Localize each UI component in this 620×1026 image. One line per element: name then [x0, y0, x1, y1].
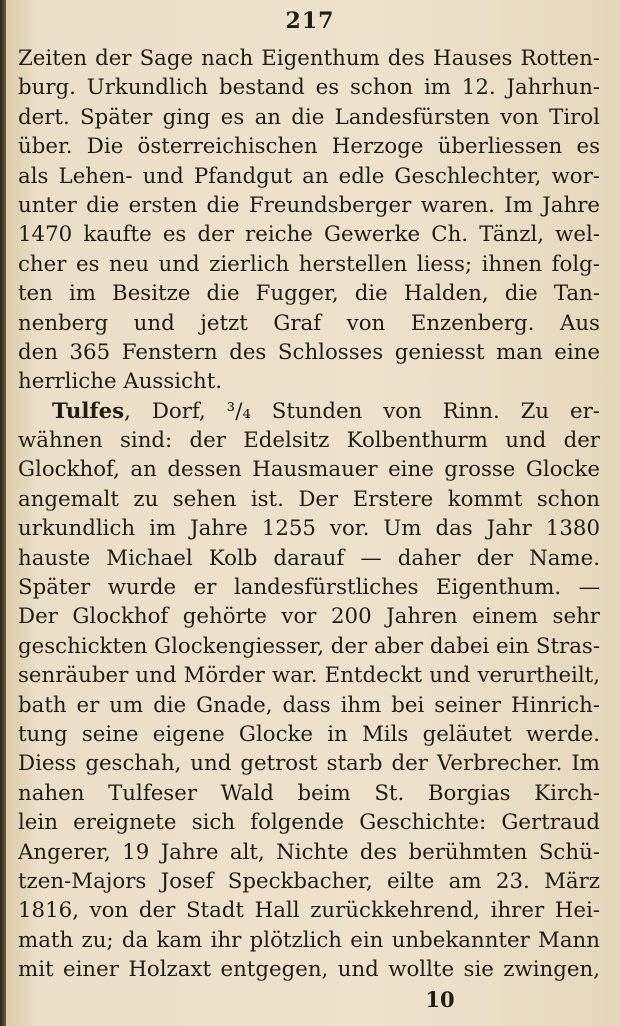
text-line: unter die ersten die Freundsberger waren. Im Jahre — [18, 192, 600, 218]
text-line: Der Glockhof gehörte vor 200 Jahren einem sehr — [18, 604, 600, 630]
page-number: 217 — [285, 8, 335, 34]
text-line: hauste Michael Kolb darauf — daher der Name. — [18, 545, 600, 571]
signature-number: 10 — [425, 987, 455, 1012]
text-line: lein ereignete sich folgende Geschichte: Gertraud — [18, 810, 600, 836]
text-line: 1816, von der Stadt Hall zurückkehrend, ihrer Hei- — [18, 898, 600, 924]
paragraph-first-line-text: , Dorf, ³/₄ Stunden von Rinn. Zu er- — [124, 398, 600, 424]
text-line: als Lehen- und Pfandgut an edle Geschlechter, wor- — [18, 163, 600, 189]
text-line: den 365 Fenstern des Schlosses geniesst man eine — [18, 339, 600, 365]
place-heading: Tulfes — [52, 398, 125, 424]
text-line: mit einer Holzaxt entgegen, und wollte sie zwingen, — [18, 957, 600, 983]
text-line: 1470 kaufte es der reiche Gewerke Ch. Tänzl, wel- — [18, 222, 600, 248]
text-line: geschickten Glockengiesser, der aber dabei ein Stras- — [18, 633, 600, 659]
text-line: bath er um die Gnade, dass ihm bei seiner Hinrich- — [18, 692, 600, 718]
text-line: Zeiten der Sage nach Eigenthum des Hauses Rotten- — [18, 46, 600, 71]
text-line: urkundlich im Jahre 1255 vor. Um das Jahr 1380 — [18, 516, 600, 542]
text-line: herrliche Aussicht. — [18, 369, 223, 395]
text-line: nahen Tulfeser Wald beim St. Borgias Kirch- — [18, 780, 600, 806]
text-line: ten im Besitze die Fugger, die Halden, die Tan- — [18, 281, 600, 307]
text-line: nenberg und jetzt Graf von Enzenberg. Aus — [18, 310, 600, 336]
text-line: Diess geschah, und getrost starb der Verbrecher. Im — [18, 751, 600, 777]
page-spine-shadow — [0, 0, 6, 1026]
text-line: burg. Urkundlich bestand es schon im 12. Jahrhun- — [18, 75, 600, 101]
text-line: math zu; da kam ihr plötzlich ein unbekannter Mann — [18, 927, 600, 953]
text-line: Glockhof, an dessen Hausmauer eine grosse Glocke — [18, 457, 600, 483]
text-line: angemalt zu sehen ist. Der Erstere kommt schon — [18, 486, 600, 512]
text-line: Später wurde er landesfürstliches Eigenthum. — — [18, 575, 600, 601]
text-line: tzen-Majors Josef Speckbacher, eilte am 23. März — [18, 868, 600, 894]
text-line: wähnen sind: der Edelsitz Kolbenthurm und der — [18, 428, 600, 454]
body-text — [18, 44, 600, 985]
text-line: cher es neu und zierlich herstellen liess; ihnen folg- — [18, 251, 600, 277]
text-line: tung seine eigene Glocke in Mils geläutet werde. — [18, 721, 600, 747]
text-line: Angerer, 19 Jahre alt, Nichte des berühmten Schü- — [18, 839, 600, 865]
text-line: über. Die österreichischen Herzoge überliessen es — [18, 134, 600, 160]
text-line: senräuber und Mörder war. Entdeckt und verurtheilt, — [18, 663, 600, 689]
paragraph-first-line — [18, 397, 600, 426]
text-line: dert. Später ging es an die Landesfürsten von Tirol — [18, 104, 600, 130]
signature-mark — [0, 987, 620, 1012]
